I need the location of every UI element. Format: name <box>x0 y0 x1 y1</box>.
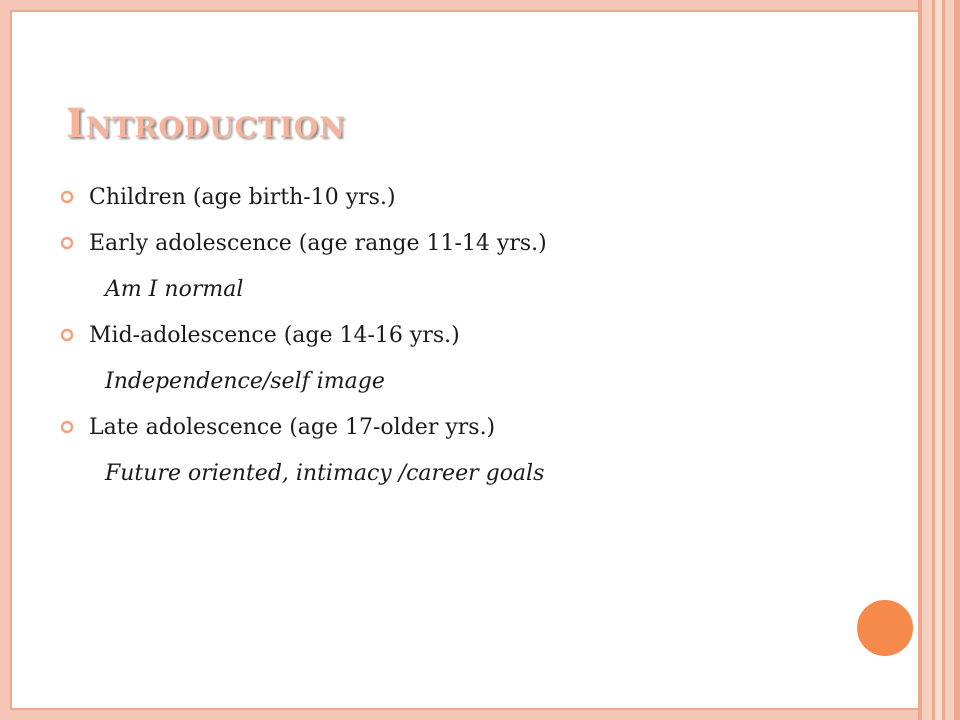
bullet-list <box>60 175 880 497</box>
right-stripe <box>954 0 960 720</box>
sub-text: Am I normal <box>105 277 244 302</box>
frame-left-line <box>10 10 12 710</box>
frame-top <box>0 0 922 10</box>
right-stripe <box>935 0 942 720</box>
accent-circle <box>855 598 915 658</box>
sub-text: Independence/self image <box>105 369 385 394</box>
sub-item <box>60 267 880 313</box>
right-stripe <box>945 0 954 720</box>
bullet-item <box>60 221 880 267</box>
bullet-text: Late adolescence (age 17-older yrs.) <box>89 415 496 440</box>
bullet-text: Early adolescence (age range 11-14 yrs.) <box>89 231 547 256</box>
hollow-circle-bullet-icon <box>60 420 74 434</box>
bullet-text: Children (age birth-10 yrs.) <box>89 185 396 210</box>
hollow-circle-bullet-icon <box>60 236 74 250</box>
bullet-item <box>60 175 880 221</box>
hollow-circle-bullet-icon <box>60 190 74 204</box>
frame-top-line <box>10 10 922 12</box>
hollow-circle-bullet-icon <box>60 328 74 342</box>
frame-bottom <box>0 710 922 720</box>
right-stripe <box>922 0 932 720</box>
bullet-text: Mid-adolescence (age 14-16 yrs.) <box>89 323 460 348</box>
sub-item <box>60 451 880 497</box>
sub-item <box>60 359 880 405</box>
bullet-item <box>60 313 880 359</box>
frame-bottom-line <box>10 708 922 710</box>
bullet-item <box>60 405 880 451</box>
frame-left <box>0 0 10 720</box>
sub-text: Future oriented, intimacy /career goals <box>105 461 545 486</box>
slide-title: Introduction <box>66 100 346 147</box>
